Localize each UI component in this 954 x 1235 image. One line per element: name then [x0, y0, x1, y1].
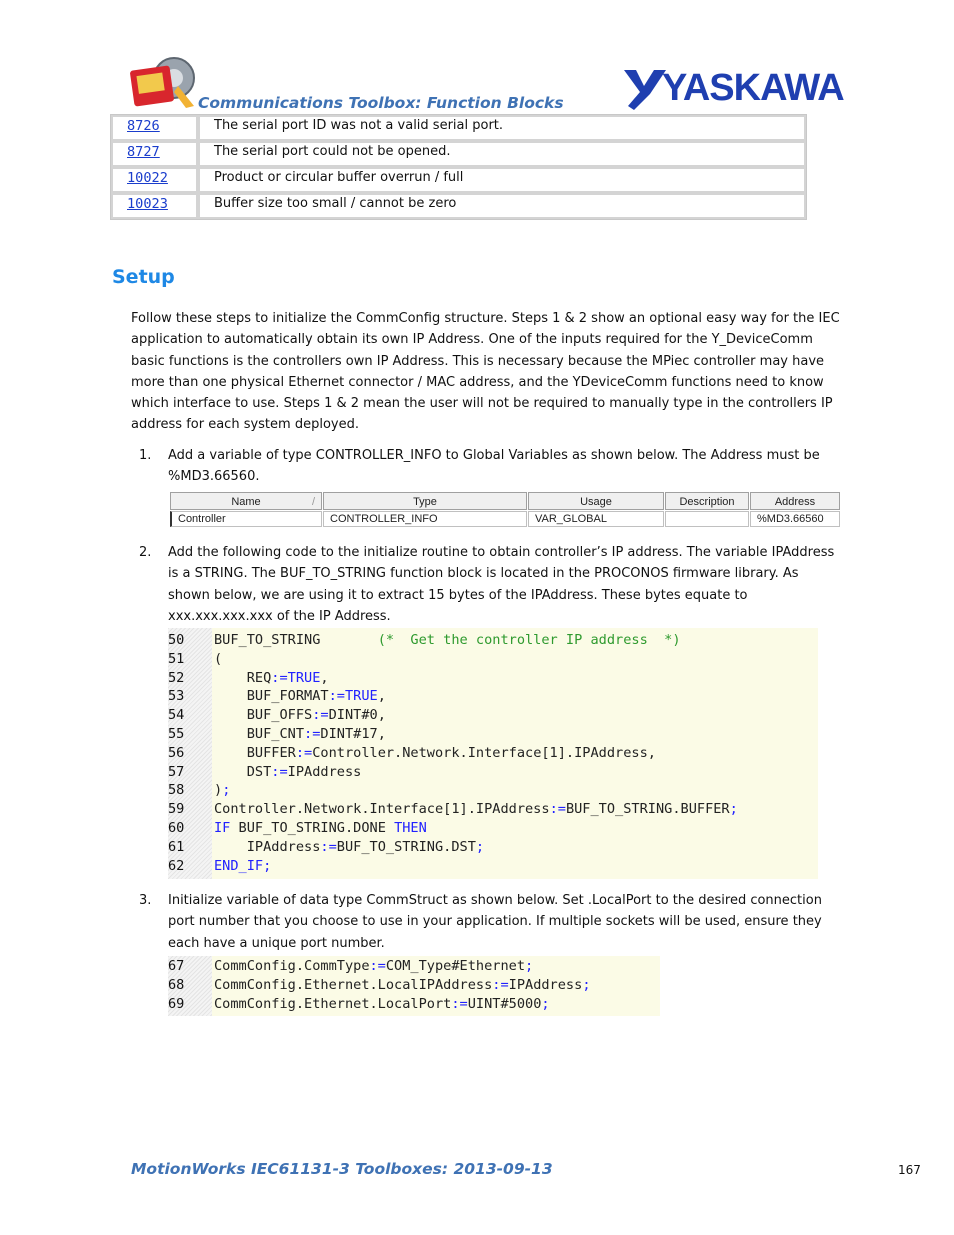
grid-cell-name: Controller — [170, 511, 322, 527]
error-code-link[interactable]: 8727 — [127, 144, 160, 160]
table-row — [111, 141, 806, 167]
line-number: 57 — [168, 763, 185, 780]
code-line — [168, 800, 818, 819]
grid-cell-usage: VAR_GLOBAL — [528, 511, 664, 527]
step-text: Add a variable of type CONTROLLER_INFO to Global Variables as shown below. The Address must be %MD3.66560. — [168, 448, 820, 485]
code-line — [168, 781, 818, 800]
code-text: BUF_TO_STRING (* Get the controller IP address *) — [214, 632, 681, 648]
error-description: Product or circular buffer overrun / full — [198, 167, 806, 193]
code-text: IF BUF_TO_STRING.DONE THEN — [214, 820, 427, 836]
line-number: 56 — [168, 744, 185, 761]
line-number: 50 — [168, 632, 185, 648]
code-text: BUF_OFFS:=DINT#0, — [214, 707, 386, 724]
code-text: Controller.Network.Interface[1].IPAddress:=BUF_TO_STRING.BUFFER; — [214, 801, 738, 818]
code-line — [168, 763, 818, 782]
step-text: Initialize variable of data type CommStruct as shown below. Set .LocalPort to the desired connection port number that you choose to use in your application. If multiple sockets will be used, ensure they each have a unique port number. — [168, 893, 822, 951]
table-row — [111, 115, 806, 141]
code-line — [168, 706, 818, 725]
line-number: 62 — [168, 857, 185, 874]
global-variables-grid — [170, 492, 840, 528]
line-number: 55 — [168, 726, 185, 742]
step-number: 2. — [139, 545, 152, 560]
code-line — [168, 631, 818, 650]
line-number: 69 — [168, 995, 185, 1012]
code-text: BUF_FORMAT:=TRUE, — [214, 688, 386, 705]
error-description: The serial port ID was not a valid serial port. — [198, 115, 806, 141]
code-line — [168, 650, 818, 669]
toolbox-logo — [128, 56, 200, 112]
code-text: END_IF; — [214, 857, 272, 874]
page-number: 167 — [898, 1163, 921, 1177]
code-line — [168, 669, 818, 688]
code-text: BUFFER:=Controller.Network.Interface[1].IPAddress, — [214, 744, 656, 761]
table-row — [111, 167, 806, 193]
code-line — [168, 995, 660, 1014]
code-text: REQ:=TRUE, — [214, 669, 329, 686]
line-number: 51 — [168, 650, 185, 667]
footer-title: MotionWorks IEC61131-3 Toolboxes: 2013-09-13 — [131, 1160, 553, 1178]
grid-header-address: Address — [750, 492, 840, 510]
code-line — [168, 857, 818, 876]
error-code-link[interactable]: 10022 — [127, 170, 168, 186]
code-line — [168, 957, 660, 976]
code-text: IPAddress:=BUF_TO_STRING.DST; — [214, 838, 485, 855]
grid-cell-description — [665, 511, 749, 527]
line-number: 52 — [168, 669, 185, 686]
line-number: 60 — [168, 820, 185, 836]
header-title: Communications Toolbox: Function Blocks — [198, 94, 564, 112]
grid-header-name: Name / — [170, 492, 322, 510]
line-number: 53 — [168, 688, 185, 705]
line-number: 58 — [168, 782, 185, 799]
code-block-ip-address — [168, 628, 818, 879]
code-text: DST:=IPAddress — [214, 763, 362, 780]
code-text: CommConfig.Ethernet.LocalIPAddress:=IPAddress; — [214, 976, 591, 993]
yaskawa-logo: YASKAWA — [622, 66, 844, 112]
grid-header-usage: Usage — [528, 492, 664, 510]
grid-header-type: Type — [323, 492, 527, 510]
line-number: 67 — [168, 958, 185, 974]
code-line — [168, 976, 660, 995]
code-text: BUF_CNT:=DINT#17, — [214, 726, 386, 742]
step-number: 3. — [139, 893, 152, 908]
code-line — [168, 687, 818, 706]
code-text: ( — [214, 650, 223, 667]
code-text: CommConfig.CommType:=COM_Type#Ethernet; — [214, 958, 534, 974]
step-number: 1. — [139, 448, 152, 463]
step-text: Add the following code to the initialize routine to obtain controller’s IP address. The variable IPAddress is a STRING. The BUF_TO_STRING function block is located in the PROCONOS firmware library. As shown below, we are using it to extract 15 bytes of the IPAddress. These bytes equate to xxx.xxx.xxx.xxx of the IP Address. — [168, 545, 835, 624]
code-line — [168, 725, 818, 744]
error-code-table — [110, 114, 807, 220]
code-text: CommConfig.Ethernet.LocalPort:=UINT#5000; — [214, 995, 550, 1012]
table-row — [111, 193, 806, 219]
code-block-comm-config — [168, 956, 660, 1016]
line-number: 54 — [168, 707, 185, 724]
error-code-link[interactable]: 8726 — [127, 118, 160, 134]
error-code-link[interactable]: 10023 — [127, 196, 168, 212]
line-number: 59 — [168, 801, 185, 818]
code-line — [168, 838, 818, 857]
section-heading-setup: Setup — [112, 266, 175, 288]
error-description: The serial port could not be opened. — [198, 141, 806, 167]
code-text: ); — [214, 782, 231, 799]
setup-intro-paragraph: Follow these steps to initialize the CommConfig structure. Steps 1 & 2 show an optional easy way for the IEC application to automatically obtain its own IP Address. One of the inputs required for the Y_DeviceComm basic functions is the controllers own IP Address. This is necessary because the MPiec controller may have more than one physical Ethernet connector / MAC address, and the YDeviceComm functions need to know which interface to use. Steps 1 & 2 mean the user will not be required to manually type in the controllers IP address for each system deployed. — [131, 311, 840, 433]
code-line — [168, 819, 818, 838]
grid-cell-type: CONTROLLER_INFO — [323, 511, 527, 527]
grid-header-description: Description — [665, 492, 749, 510]
line-number: 61 — [168, 838, 185, 855]
grid-cell-address: %MD3.66560 — [750, 511, 840, 527]
code-line — [168, 744, 818, 763]
error-description: Buffer size too small / cannot be zero — [198, 193, 806, 219]
line-number: 68 — [168, 976, 185, 993]
